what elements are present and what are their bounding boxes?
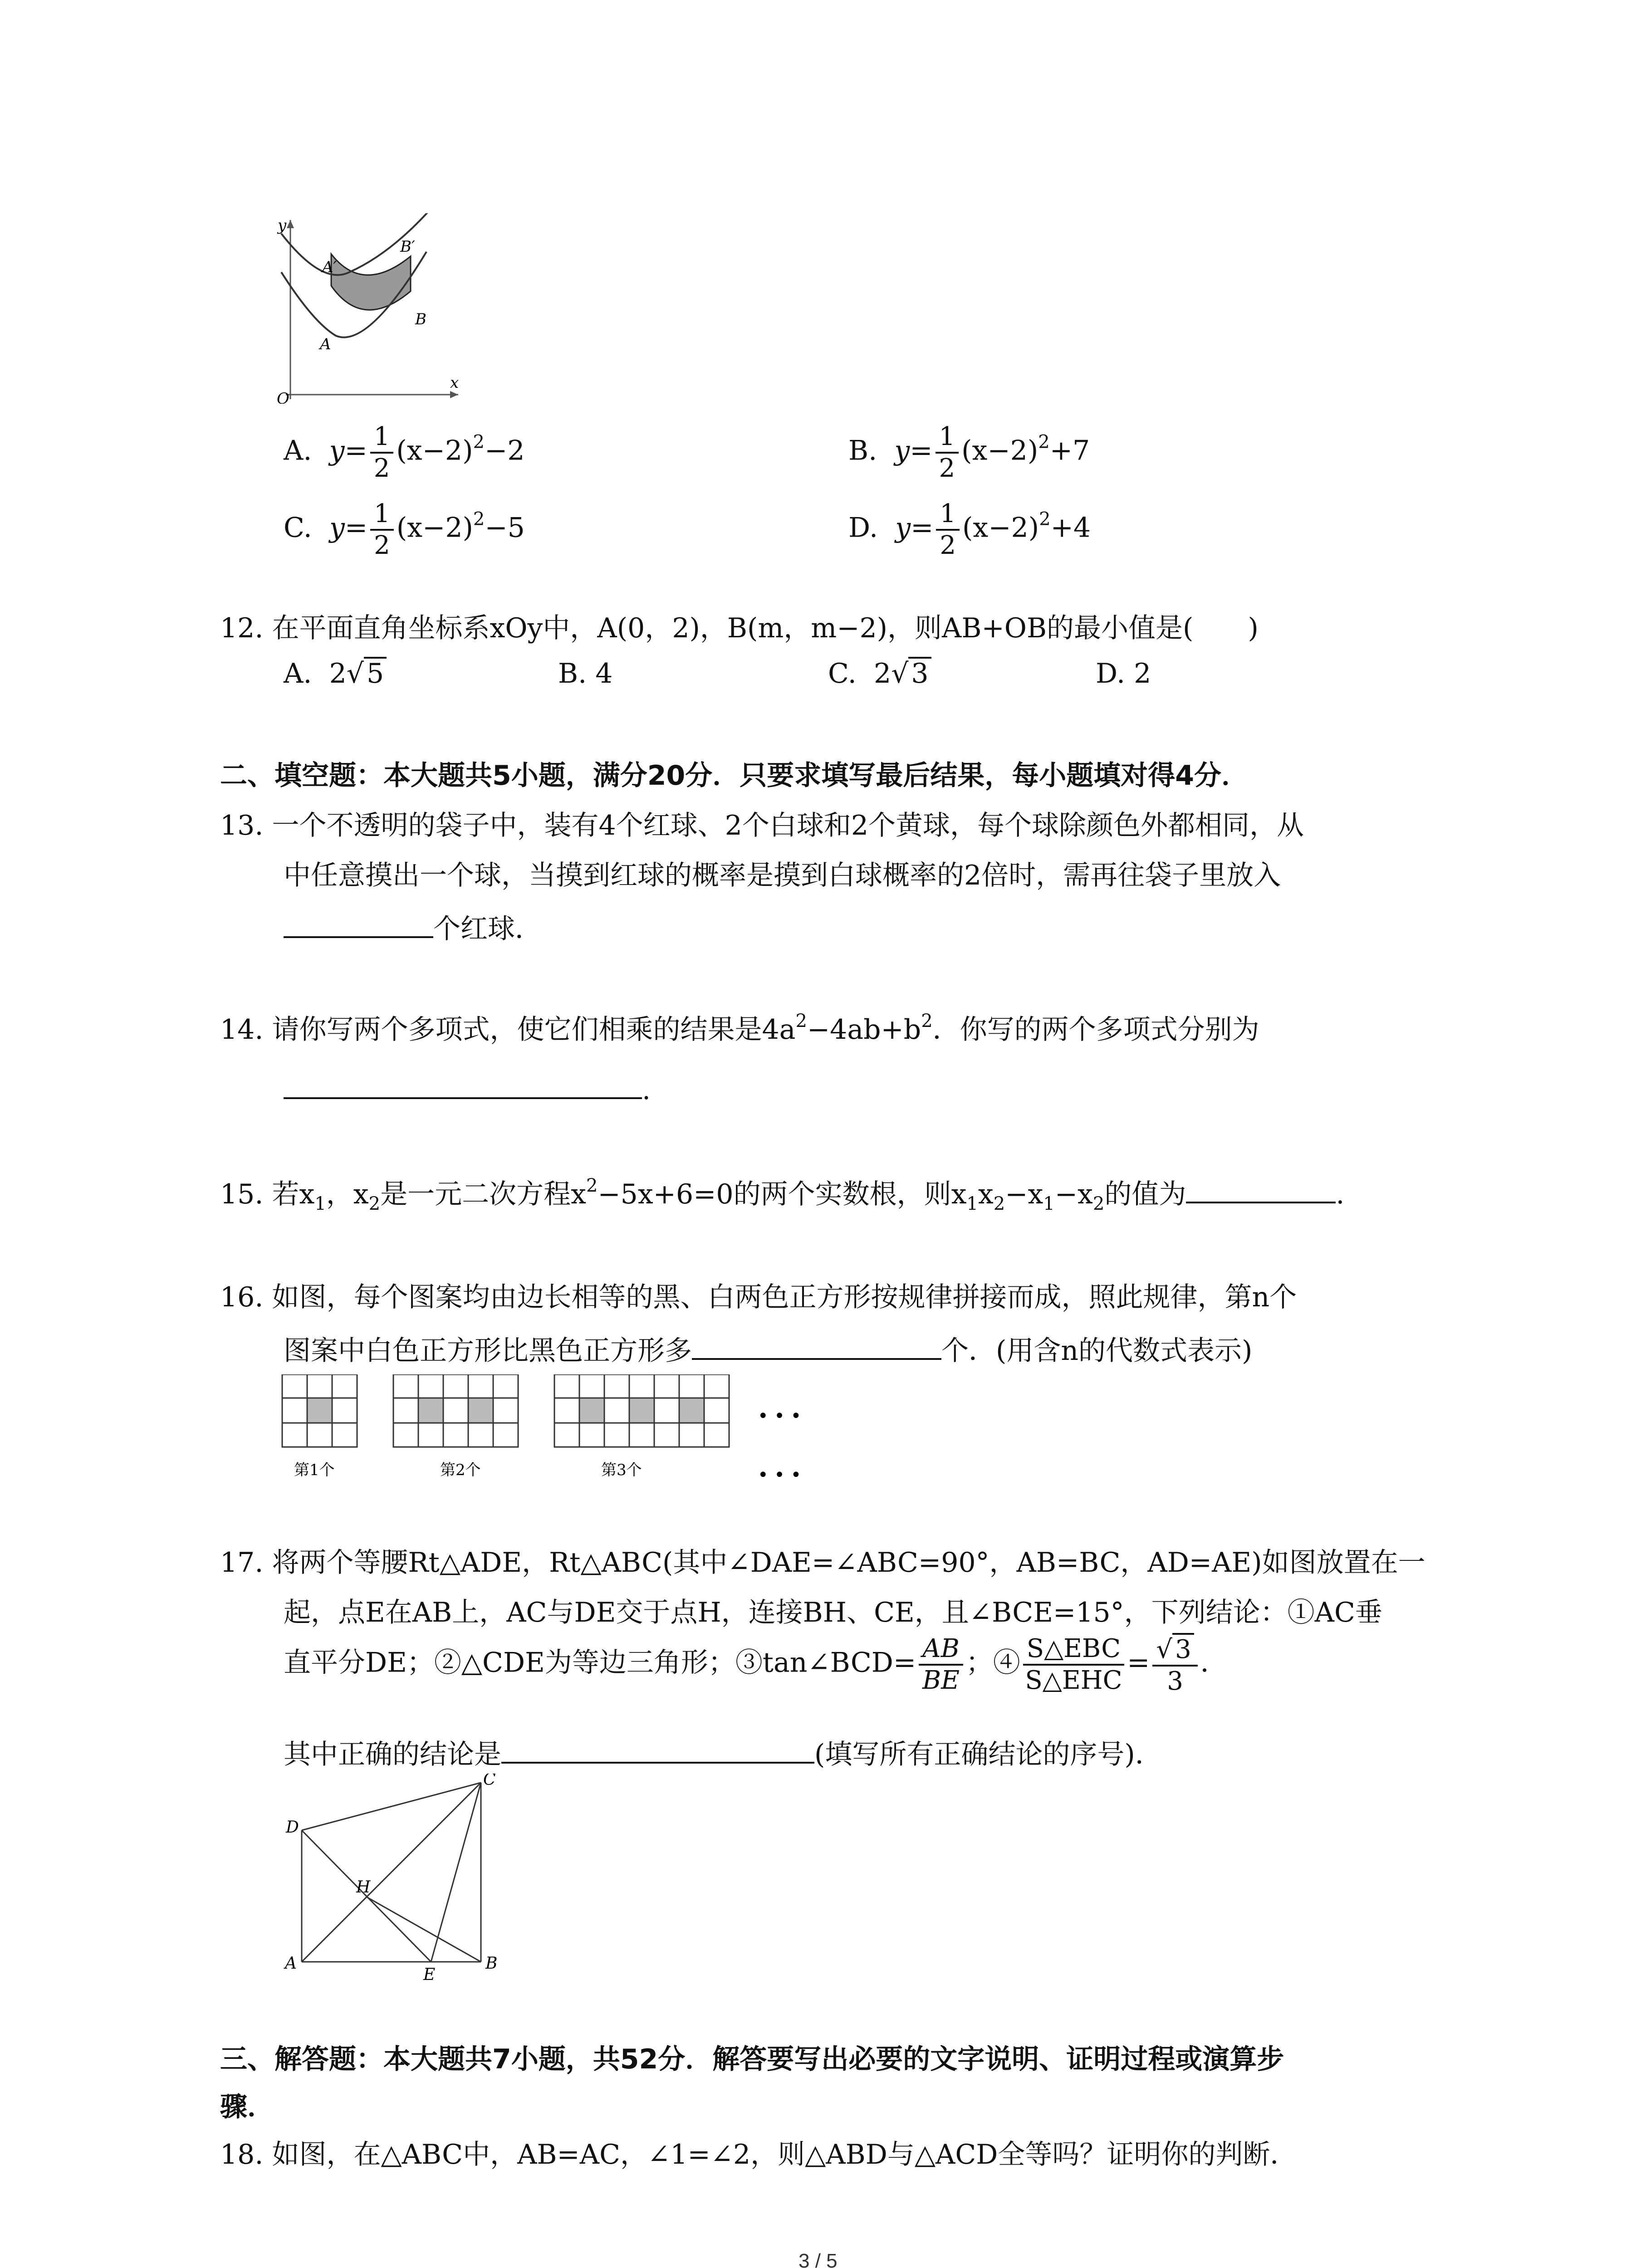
q13-line1: 13. 一个不透明的袋子中，装有4个红球、2个白球和2个黄球，每个球除颜色外都相同，从: [220, 810, 1304, 841]
pattern-1: [282, 1374, 357, 1447]
q17-line4: 其中正确的结论是 (填写所有正确结论的序号)．: [284, 1733, 1162, 1773]
q17-line1: 17. 将两个等腰Rt△ADE，Rt△ABC(其中∠DAE=∠ABC=90°，AB=BC，AD=AE)如图放置在一: [220, 1547, 1425, 1579]
pattern-caption-2: 第2个: [440, 1461, 481, 1479]
q11-option-d: D. y= $\frac{1}{2}$ $(x-2)^2+4$: [848, 499, 1091, 560]
section-3-header-line2: 骤．: [220, 2091, 274, 2123]
fig-label-a: A: [320, 335, 331, 353]
section-3-header-line1: 三、解答题：本大题共7小题，共52分．解答要写出必要的文字说明、证明过程或演算步: [220, 2043, 1284, 2075]
q12-option-c: C. 2√ 3: [828, 655, 931, 692]
q16-line2: 图案中白色正方形比黑色正方形多 个．(用含n的代数式表示): [284, 1329, 1252, 1369]
q18-stem: 18. 如图，在△ABC中，AB=AC，∠1=∠2，则△ABD与△ACD全等吗？证明你的判断．: [220, 2139, 1298, 2170]
q14-answer-blank[interactable]: [284, 1068, 642, 1099]
q12-option-b: B. 4: [558, 658, 613, 689]
q14-line1: 14. 请你写两个多项式，使它们相乘的结果是$4a^2-4ab+b^2$．你写的两个多项式分别为: [220, 1011, 1259, 1046]
page-number: 3 / 5: [798, 2250, 838, 2268]
fig-label-b: B: [415, 310, 426, 328]
q17-answer-blank[interactable]: [501, 1733, 814, 1764]
pattern-caption-3: 第3个: [601, 1461, 642, 1479]
q12-option-a: A. 2√ 5: [284, 655, 387, 692]
pattern-2: [393, 1374, 518, 1447]
pattern-3: [554, 1374, 729, 1447]
fig-label-x: x: [450, 374, 459, 392]
q13-line2: 中任意摸出一个球，当摸到红球的概率是摸到白球概率的2倍时，需再往袋子里放入: [284, 860, 1281, 891]
q15-answer-blank[interactable]: [1186, 1173, 1336, 1203]
q13-answer-blank[interactable]: [284, 907, 433, 938]
q14-line2: .: [284, 1068, 651, 1108]
q16-line1: 16. 如图，每个图案均由边长相等的黑、白两色正方形按规律拼接而成，照此规律，第n个: [220, 1281, 1297, 1313]
q11-option-b: B. y= $\frac{1}{2}$ $(x-2)^2+7$: [848, 422, 1090, 483]
q16-pattern-figure: [277, 1374, 839, 1492]
point-e: E: [423, 1965, 436, 1982]
fig-label-y: y: [278, 216, 287, 235]
q12-stem: 12. 在平面直角坐标系xOy中，A(0，2)，B(m，m−2)，则AB+OB的最小值是( ): [220, 612, 1259, 644]
pattern-caption-1: 第1个: [294, 1461, 335, 1479]
q17-line2: 起，点E在AB上，AC与DE交于点H，连接BH、CE，且∠BCE=15°，下列结论：①AC垂: [284, 1597, 1382, 1628]
q16-answer-blank[interactable]: [692, 1329, 941, 1360]
point-d: D: [286, 1818, 299, 1837]
q13-line3: 个红球．: [284, 907, 542, 947]
q11-option-c: C. y= $\frac{1}{2}$ $(x-2)^2-5$: [284, 499, 525, 560]
q12-option-d: D. 2: [1096, 658, 1151, 689]
point-a: A: [285, 1954, 297, 1973]
q17-line3: 直平分DE；②△CDE为等边三角形；③tan∠BCD= $\frac{AB}{BE}$ ；④ $\frac{\text{S△EBC}}{\text{S△EHC}}$ = $\frac{√ 3}{3}$ ．: [284, 1634, 1228, 1696]
point-c: C: [483, 1774, 496, 1789]
fig-label-a-prime: A′: [322, 258, 337, 276]
q11-option-a: A. y= $\frac{1}{2}$ $(x-2)^2-2$: [284, 422, 525, 483]
fig-label-o: O: [277, 390, 289, 404]
section-2-header: 二、填空题：本大题共5小题，满分20分．只要求填写最后结果，每小题填对得4分．: [220, 760, 1249, 792]
fig-label-b-prime: B′: [400, 238, 415, 256]
ellipsis-1: • • •: [758, 1406, 802, 1427]
parabola-figure: [272, 213, 463, 404]
point-h: H: [356, 1878, 371, 1897]
point-b: B: [485, 1954, 498, 1973]
q17-geometry-figure: [277, 1774, 513, 1982]
q15-line: 15. 若$x_1$，$x_2$是一元二次方程$x^2-5x+6=0$的两个实数根，则$x_1x_2-x_1-x_2$的值为 .: [220, 1173, 1344, 1212]
ellipsis-2: • • •: [758, 1465, 802, 1486]
